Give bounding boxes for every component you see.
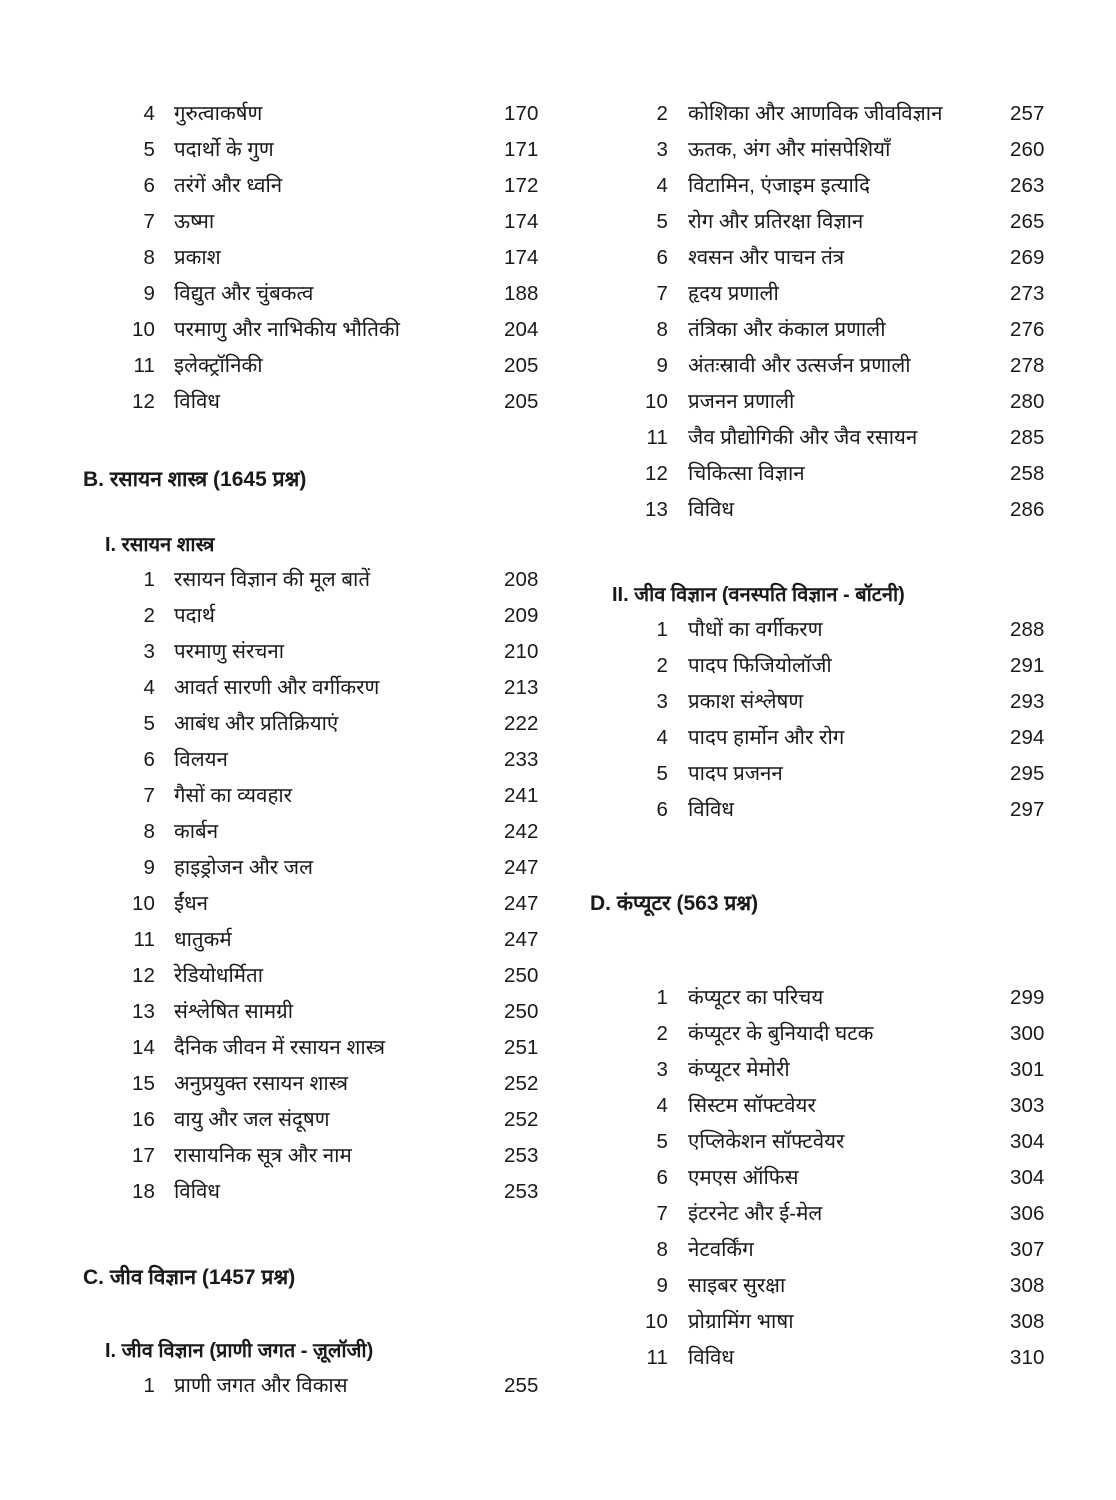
toc-item-title: चिकित्सा विज्ञान xyxy=(688,462,805,485)
toc-row[interactable] xyxy=(590,312,1068,348)
toc-item-title: हाइड्रोजन और जल xyxy=(174,856,313,879)
toc-item-number: 10 xyxy=(644,390,668,413)
toc-item-title: प्राणी जगत और विकास xyxy=(174,1374,348,1397)
toc-item-title: हृदय प्रणाली xyxy=(688,282,779,305)
toc-item-page-number: 247 xyxy=(504,928,539,951)
toc-item-number: 4 xyxy=(143,102,155,125)
toc-item-title: ऊष्मा xyxy=(174,210,215,233)
toc-row[interactable] xyxy=(590,1232,1068,1268)
spacer xyxy=(590,870,1068,886)
toc-item-title: इंटरनेट और ई-मेल xyxy=(688,1202,823,1225)
toc-row[interactable] xyxy=(590,1052,1068,1088)
toc-row[interactable] xyxy=(590,240,1068,276)
toc-item-page-number: 174 xyxy=(504,246,539,269)
toc-item-title: आबंध और प्रतिक्रियाएं xyxy=(174,712,339,735)
toc-item-page-number: 308 xyxy=(1010,1274,1045,1297)
toc-row[interactable] xyxy=(590,1088,1068,1124)
toc-item-title: इलेक्ट्रॉनिकी xyxy=(174,354,263,377)
toc-row[interactable] xyxy=(83,204,562,240)
toc-item-title: पादप प्रजनन xyxy=(688,762,783,785)
toc-item-number: 5 xyxy=(656,210,668,233)
section-heading-c: C. जीव विज्ञान (1457 प्रश्न) xyxy=(83,1266,296,1289)
toc-item-number: 11 xyxy=(646,426,668,449)
toc-item-title: ईंधन xyxy=(174,892,209,915)
toc-item-number: 1 xyxy=(143,568,155,591)
toc-item-page-number: 280 xyxy=(1010,390,1045,413)
toc-item-page-number: 299 xyxy=(1010,986,1045,1009)
toc-item-page-number: 257 xyxy=(1010,102,1045,125)
toc-item-page-number: 188 xyxy=(504,282,539,305)
computer-items-list xyxy=(590,980,1068,1376)
toc-item-title: विविध xyxy=(174,1180,221,1203)
toc-item-page-number: 291 xyxy=(1010,654,1045,677)
toc-item-title: जैव प्रौद्योगिकी और जैव रसायन xyxy=(688,426,918,449)
toc-item-page-number: 304 xyxy=(1010,1130,1045,1153)
toc-row[interactable] xyxy=(590,756,1068,792)
toc-row[interactable] xyxy=(83,240,562,276)
toc-item-page-number: 210 xyxy=(504,640,539,663)
toc-item-page-number: 273 xyxy=(1010,282,1045,305)
toc-item-title: नेटवर्किंग xyxy=(688,1238,754,1261)
toc-row[interactable] xyxy=(83,562,562,598)
toc-item-number: 6 xyxy=(143,748,155,771)
toc-item-number: 17 xyxy=(131,1144,155,1167)
toc-item-number: 12 xyxy=(131,964,155,987)
toc-item-title: धातुकर्म xyxy=(174,928,232,951)
toc-item-page-number: 247 xyxy=(504,856,539,879)
toc-row[interactable] xyxy=(590,96,1068,132)
toc-item-number: 5 xyxy=(143,138,155,161)
toc-item-number: 4 xyxy=(656,726,668,749)
toc-row[interactable] xyxy=(83,1066,562,1102)
toc-item-title: तरंगें और ध्वनि xyxy=(174,174,283,197)
toc-item-title: आवर्त सारणी और वर्गीकरण xyxy=(174,676,380,699)
toc-item-number: 4 xyxy=(656,1094,668,1117)
toc-item-title: दैनिक जीवन में रसायन शास्त्र xyxy=(174,1036,386,1059)
toc-item-number: 2 xyxy=(656,654,668,677)
toc-item-number: 6 xyxy=(143,174,155,197)
toc-item-page-number: 306 xyxy=(1010,1202,1045,1225)
toc-item-page-number: 278 xyxy=(1010,354,1045,377)
toc-item-page-number: 205 xyxy=(504,354,539,377)
toc-item-number: 3 xyxy=(656,138,668,161)
toc-item-number: 2 xyxy=(143,604,155,627)
toc-item-page-number: 253 xyxy=(504,1180,539,1203)
toc-item-number: 3 xyxy=(656,690,668,713)
toc-row[interactable] xyxy=(590,1016,1068,1052)
toc-item-page-number: 252 xyxy=(504,1072,539,1095)
physics-items-list xyxy=(83,96,562,420)
toc-item-page-number: 310 xyxy=(1010,1346,1045,1369)
toc-row[interactable] xyxy=(83,742,562,778)
sub-heading-chemistry: I. रसायन शास्त्र xyxy=(105,534,215,556)
toc-item-page-number: 269 xyxy=(1010,246,1045,269)
toc-item-number: 4 xyxy=(143,676,155,699)
toc-item-page-number: 285 xyxy=(1010,426,1045,449)
toc-row[interactable] xyxy=(83,670,562,706)
toc-item-page-number: 286 xyxy=(1010,498,1045,521)
toc-item-page-number: 288 xyxy=(1010,618,1045,641)
toc-row[interactable] xyxy=(83,1368,562,1404)
sub-heading-botany: II. जीव विज्ञान (वनस्पति विज्ञान - बॉटनी) xyxy=(612,584,905,606)
toc-item-number: 7 xyxy=(656,282,668,305)
toc-item-number: 9 xyxy=(656,354,668,377)
toc-item-page-number: 174 xyxy=(504,210,539,233)
toc-columns xyxy=(83,96,1045,1404)
toc-row[interactable] xyxy=(83,1102,562,1138)
toc-item-page-number: 308 xyxy=(1010,1310,1045,1333)
toc-row[interactable] xyxy=(590,1304,1068,1340)
toc-item-number: 13 xyxy=(131,1000,155,1023)
toc-item-title: कार्बन xyxy=(174,820,219,843)
toc-item-page-number: 265 xyxy=(1010,210,1045,233)
spacer xyxy=(83,1210,562,1252)
toc-item-page-number: 250 xyxy=(504,1000,539,1023)
toc-item-number: 3 xyxy=(143,640,155,663)
spacer xyxy=(590,570,1068,578)
toc-row[interactable] xyxy=(83,598,562,634)
zoology-first-item-list xyxy=(83,1368,562,1404)
toc-row[interactable] xyxy=(590,1160,1068,1196)
toc-row[interactable] xyxy=(83,922,562,958)
toc-row[interactable] xyxy=(590,1124,1068,1160)
toc-row[interactable] xyxy=(590,348,1068,384)
toc-item-number: 7 xyxy=(143,784,155,807)
toc-row[interactable] xyxy=(83,348,562,384)
toc-item-page-number: 263 xyxy=(1010,174,1045,197)
toc-item-page-number: 300 xyxy=(1010,1022,1045,1045)
toc-item-page-number: 222 xyxy=(504,712,539,735)
toc-item-number: 5 xyxy=(656,1130,668,1153)
toc-item-number: 8 xyxy=(656,318,668,341)
toc-item-number: 12 xyxy=(644,462,668,485)
toc-row[interactable] xyxy=(590,492,1068,528)
toc-row[interactable] xyxy=(83,778,562,814)
toc-row[interactable] xyxy=(83,132,562,168)
toc-item-page-number: 205 xyxy=(504,390,539,413)
toc-item-title: प्रकाश संश्लेषण xyxy=(688,690,804,713)
toc-row[interactable] xyxy=(83,96,562,132)
toc-item-number: 6 xyxy=(656,1166,668,1189)
toc-row[interactable] xyxy=(590,1268,1068,1304)
toc-row[interactable] xyxy=(590,1196,1068,1232)
toc-item-title: सिस्टम सॉफ्टवेयर xyxy=(688,1094,816,1117)
toc-item-title: पदार्थ xyxy=(174,604,215,627)
toc-item-number: 6 xyxy=(656,246,668,269)
toc-item-title: विटामिन, एंजाइम इत्यादि xyxy=(688,174,870,197)
spacer xyxy=(83,498,562,528)
toc-item-title: रोग और प्रतिरक्षा विज्ञान xyxy=(688,210,864,233)
toc-item-page-number: 213 xyxy=(504,676,539,699)
toc-item-number: 1 xyxy=(656,618,668,641)
toc-item-number: 4 xyxy=(656,174,668,197)
toc-item-page-number: 251 xyxy=(504,1036,539,1059)
toc-row[interactable] xyxy=(83,958,562,994)
toc-item-number: 7 xyxy=(656,1202,668,1225)
toc-row[interactable] xyxy=(83,312,562,348)
toc-item-number: 5 xyxy=(143,712,155,735)
toc-item-title: पदार्थो के गुण xyxy=(174,138,274,161)
toc-item-page-number: 303 xyxy=(1010,1094,1045,1117)
toc-item-number: 2 xyxy=(656,102,668,125)
toc-item-page-number: 301 xyxy=(1010,1058,1045,1081)
toc-row[interactable] xyxy=(83,1174,562,1210)
toc-row[interactable] xyxy=(83,886,562,922)
toc-item-page-number: 295 xyxy=(1010,762,1045,785)
section-heading-b: B. रसायन शास्त्र (1645 प्रश्न) xyxy=(83,468,307,491)
toc-item-title: विविध xyxy=(688,1346,735,1369)
toc-item-title: कंप्यूटर का परिचय xyxy=(688,986,824,1009)
toc-item-title: एप्लिकेशन सॉफ्टवेयर xyxy=(688,1130,845,1153)
zoology-items-list xyxy=(590,96,1068,528)
toc-item-title: गैसों का व्यवहार xyxy=(174,784,293,807)
toc-item-page-number: 255 xyxy=(504,1374,539,1397)
toc-item-title: वायु और जल संदूषण xyxy=(174,1108,330,1131)
toc-item-number: 9 xyxy=(143,282,155,305)
toc-row[interactable] xyxy=(590,204,1068,240)
spacer xyxy=(590,528,1068,570)
toc-row[interactable] xyxy=(590,276,1068,312)
toc-item-page-number: 276 xyxy=(1010,318,1045,341)
toc-row[interactable] xyxy=(590,168,1068,204)
toc-item-title: गुरुत्वाकर्षण xyxy=(174,102,263,125)
toc-row[interactable] xyxy=(590,720,1068,756)
toc-item-number: 16 xyxy=(131,1108,155,1131)
toc-item-number: 9 xyxy=(656,1274,668,1297)
toc-item-title: विलयन xyxy=(174,748,228,771)
toc-item-page-number: 294 xyxy=(1010,726,1045,749)
toc-row[interactable] xyxy=(83,276,562,312)
toc-item-page-number: 204 xyxy=(504,318,539,341)
toc-item-page-number: 172 xyxy=(504,174,539,197)
toc-item-number: 14 xyxy=(131,1036,155,1059)
toc-item-title: ऊतक, अंग और मांसपेशियाँ xyxy=(688,138,891,161)
spacer xyxy=(590,922,1068,964)
toc-item-number: 7 xyxy=(143,210,155,233)
toc-item-number: 1 xyxy=(143,1374,155,1397)
toc-row[interactable] xyxy=(590,1340,1068,1376)
toc-item-title: परमाणु संरचना xyxy=(174,640,285,663)
toc-item-title: एमएस ऑफिस xyxy=(688,1166,799,1189)
chemistry-items-list xyxy=(83,562,562,1210)
toc-item-number: 8 xyxy=(143,820,155,843)
toc-item-title: पादप फिजियोलॉजी xyxy=(688,654,832,677)
toc-item-number: 10 xyxy=(644,1310,668,1333)
toc-item-page-number: 171 xyxy=(504,138,539,161)
toc-item-title: संश्लेषित सामग्री xyxy=(174,1000,294,1023)
toc-item-number: 11 xyxy=(133,354,155,377)
toc-item-title: विविध xyxy=(174,390,221,413)
spacer xyxy=(83,420,562,462)
toc-item-number: 10 xyxy=(131,318,155,341)
toc-item-page-number: 304 xyxy=(1010,1166,1045,1189)
toc-item-number: 10 xyxy=(131,892,155,915)
toc-item-title: प्रजनन प्रणाली xyxy=(688,390,795,413)
toc-item-number: 8 xyxy=(656,1238,668,1261)
toc-item-number: 1 xyxy=(656,986,668,1009)
spacer xyxy=(83,1326,562,1334)
toc-row[interactable] xyxy=(590,648,1068,684)
toc-item-number: 11 xyxy=(646,1346,668,1369)
toc-item-page-number: 293 xyxy=(1010,690,1045,713)
toc-row[interactable] xyxy=(590,684,1068,720)
toc-item-title: कंप्यूटर मेमोरी xyxy=(688,1058,790,1081)
toc-item-page-number: 241 xyxy=(504,784,539,807)
toc-item-title: अनुप्रयुक्त रसायन शास्त्र xyxy=(174,1072,349,1095)
toc-row[interactable] xyxy=(590,384,1068,420)
toc-item-number: 3 xyxy=(656,1058,668,1081)
toc-row[interactable] xyxy=(590,612,1068,648)
toc-left-column xyxy=(83,96,562,1404)
toc-row[interactable] xyxy=(83,1030,562,1066)
toc-item-page-number: 297 xyxy=(1010,798,1045,821)
toc-row[interactable] xyxy=(83,634,562,670)
toc-item-number: 15 xyxy=(131,1072,155,1095)
toc-item-title: कंप्यूटर के बुनियादी घटक xyxy=(688,1022,874,1045)
toc-item-title: तंत्रिका और कंकाल प्रणाली xyxy=(688,318,886,341)
toc-row[interactable] xyxy=(83,384,562,420)
spacer xyxy=(83,1252,562,1260)
toc-item-page-number: 307 xyxy=(1010,1238,1045,1261)
toc-item-title: रसायन विज्ञान की मूल बातें xyxy=(174,568,371,591)
toc-item-number: 6 xyxy=(656,798,668,821)
toc-item-number: 9 xyxy=(143,856,155,879)
toc-item-title: कोशिका और आणविक जीवविज्ञान xyxy=(688,102,943,125)
toc-item-number: 18 xyxy=(131,1180,155,1203)
toc-right-column xyxy=(590,96,1068,1376)
toc-item-title: पौधों का वर्गीकरण xyxy=(688,618,823,641)
toc-row[interactable] xyxy=(83,1138,562,1174)
toc-item-title: परमाणु और नाभिकीय भौतिकी xyxy=(174,318,400,341)
toc-item-title: अंतःस्रावी और उत्सर्जन प्रणाली xyxy=(688,354,911,377)
toc-row[interactable] xyxy=(83,994,562,1030)
toc-item-number: 2 xyxy=(656,1022,668,1045)
toc-row[interactable] xyxy=(83,814,562,850)
toc-item-page-number: 252 xyxy=(504,1108,539,1131)
toc-item-number: 12 xyxy=(131,390,155,413)
toc-item-page-number: 208 xyxy=(504,568,539,591)
toc-item-title: रेडियोधर्मिता xyxy=(174,964,264,987)
toc-item-title: विविध xyxy=(688,498,735,521)
spacer xyxy=(590,964,1068,980)
toc-item-title: विविध xyxy=(688,798,735,821)
toc-item-title: रासायनिक सूत्र और नाम xyxy=(174,1144,352,1167)
toc-row[interactable] xyxy=(590,980,1068,1016)
toc-row[interactable] xyxy=(83,706,562,742)
sub-heading-zoology: I. जीव विज्ञान (प्राणी जगत - ज़ूलॉजी) xyxy=(105,1340,374,1362)
toc-row[interactable] xyxy=(590,420,1068,456)
toc-item-page-number: 247 xyxy=(504,892,539,915)
spacer xyxy=(590,828,1068,870)
toc-item-number: 8 xyxy=(143,246,155,269)
toc-item-page-number: 258 xyxy=(1010,462,1045,485)
toc-item-title: प्रोग्रामिंग भाषा xyxy=(688,1310,794,1333)
toc-item-page-number: 233 xyxy=(504,748,539,771)
toc-item-page-number: 260 xyxy=(1010,138,1045,161)
toc-item-page-number: 209 xyxy=(504,604,539,627)
botany-items-list xyxy=(590,612,1068,828)
toc-item-number: 5 xyxy=(656,762,668,785)
toc-item-number: 11 xyxy=(133,928,155,951)
toc-row[interactable] xyxy=(590,132,1068,168)
toc-row[interactable] xyxy=(590,456,1068,492)
toc-row[interactable] xyxy=(590,792,1068,828)
toc-item-page-number: 253 xyxy=(504,1144,539,1167)
toc-item-title: विद्युत और चुंबकत्व xyxy=(174,282,314,305)
toc-item-title: प्रकाश xyxy=(174,246,221,269)
section-heading-d: D. कंप्यूटर (563 प्रश्न) xyxy=(590,892,759,915)
toc-item-title: पादप हार्मोन और रोग xyxy=(688,726,845,749)
toc-item-number: 13 xyxy=(644,498,668,521)
toc-row[interactable] xyxy=(83,850,562,886)
toc-item-page-number: 250 xyxy=(504,964,539,987)
toc-row[interactable] xyxy=(83,168,562,204)
toc-item-page-number: 170 xyxy=(504,102,539,125)
toc-item-title: श्वसन और पाचन तंत्र xyxy=(688,246,845,269)
toc-item-title: साइबर सुरक्षा xyxy=(688,1274,786,1297)
toc-item-page-number: 242 xyxy=(504,820,539,843)
spacer xyxy=(83,1296,562,1326)
